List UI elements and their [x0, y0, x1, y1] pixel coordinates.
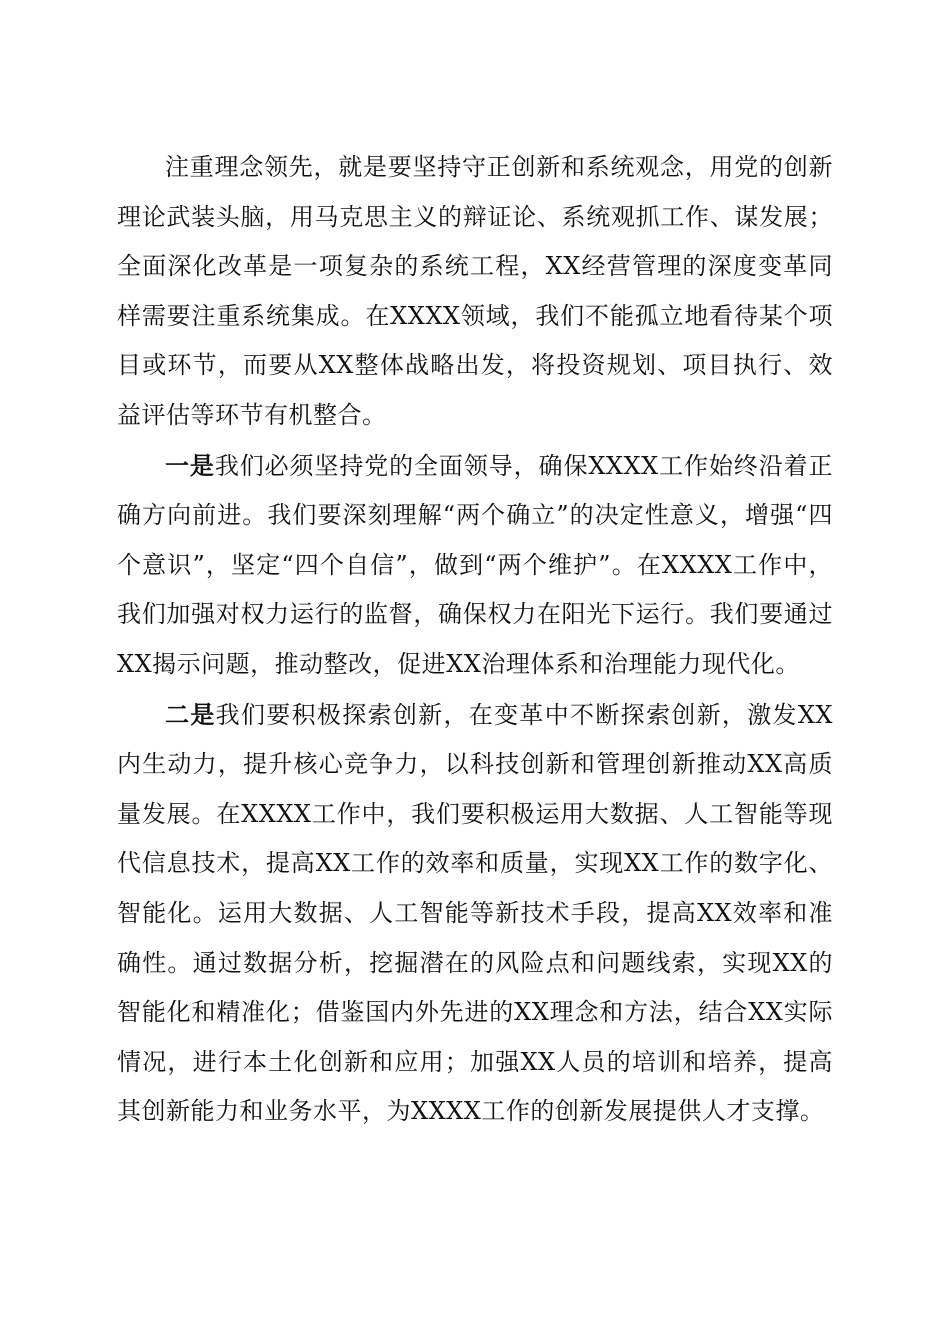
paragraph-point-one	[117, 441, 833, 690]
paragraph-text: 我们必须坚持党的全面领导，确保XXXX工作始终沿着正确方向前进。我们要深刻理解“两个确立”的决定性意义，增强“四个意识”，坚定“四个自信”，做到“两个维护”。在XXXX工作中，我们加强对权力运行的监督，确保权力在阳光下运行。我们要通过XX揭示问题，推动整改，促进XX治理体系和治理能力现代化。	[117, 451, 834, 678]
paragraph-concept-leading	[117, 142, 833, 441]
paragraph-point-two	[117, 690, 833, 1137]
paragraph-lead: 一是	[165, 450, 215, 480]
paragraph-text: 注重理念领先，就是要坚持守正创新和系统观念，用党的创新理论武装头脑，用马克思主义的辩证论、系统观抓工作、谋发展；全面深化改革是一项复杂的系统工程，XX经营管理的深度变革同样需要注重系统集成。在XXXX领域，我们不能孤立地看待某个项目或环节，而要从XX整体战略出发，将投资规划、项目执行、效益评估等环节有机整合。	[117, 153, 833, 429]
paragraph-lead: 二是	[165, 699, 216, 729]
document-body	[117, 142, 833, 1137]
paragraph-text: 我们要积极探索创新，在变革中不断探索创新，激发XX内生动力，提升核心竞争力，以科技创新和管理创新推动XX高质量发展。在XXXX工作中，我们要积极运用大数据、人工智能等现代信息技术，提高XX工作的效率和质量，实现XX工作的数字化、智能化。运用大数据、人工智能等新技术手段，提高XX效率和准确性。通过数据分析，挖掘潜在的风险点和问题线索，实现XX的智能化和精准化；借鉴国内外先进的XX理念和方法，结合XX实际情况，进行本土化创新和应用；加强XX人员的培训和培养，提高其创新能力和业务水平，为XXXX工作的创新发展提供人才支撑。	[117, 700, 834, 1126]
